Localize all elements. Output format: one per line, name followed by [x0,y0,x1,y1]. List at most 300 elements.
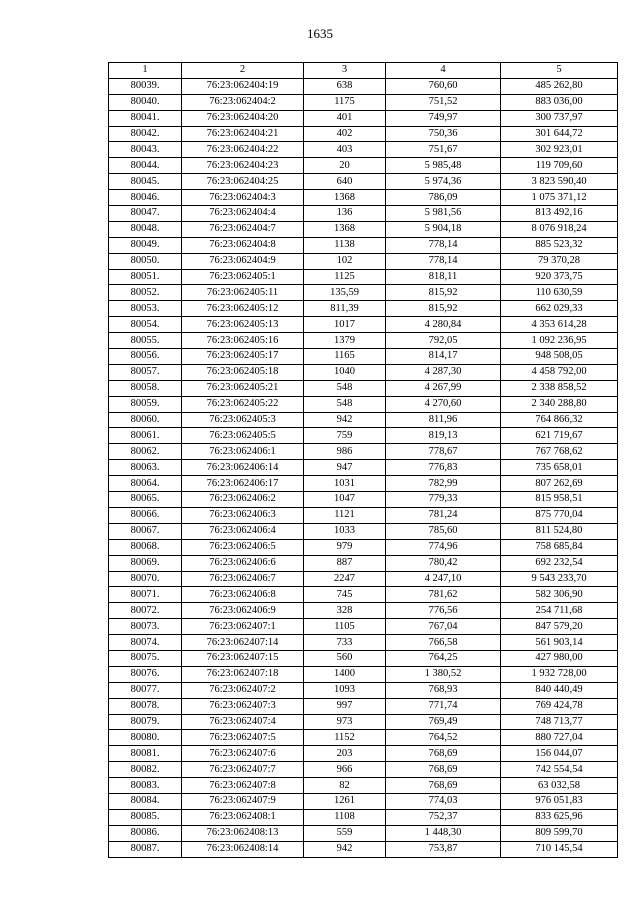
table-row [109,762,618,778]
cadastral-number-cell: 76:23:062408:13 [182,825,304,841]
row-number-cell: 80050. [109,253,182,269]
cadastral-number-cell: 76:23:062405:5 [182,428,304,444]
cadastral-value-cell: 769 424,78 [501,698,618,714]
area-cell: 401 [304,110,386,126]
table-row [109,126,618,142]
cadastral-number-cell: 76:23:062405:17 [182,349,304,365]
row-number-cell: 80059. [109,396,182,412]
table-row [109,317,618,333]
cadastral-value-cell: 8 076 918,24 [501,221,618,237]
cadastral-number-cell: 76:23:062406:1 [182,444,304,460]
area-cell: 942 [304,841,386,857]
row-number-cell: 80087. [109,841,182,857]
specific-value-cell: 780,42 [386,555,501,571]
table-row [109,714,618,730]
area-cell: 328 [304,603,386,619]
cadastral-number-cell: 76:23:062407:18 [182,666,304,682]
cadastral-number-cell: 76:23:062408:14 [182,841,304,857]
cadastral-value-cell: 976 051,83 [501,793,618,809]
cadastral-value-cell: 742 554,54 [501,762,618,778]
cadastral-value-cell: 920 373,75 [501,269,618,285]
area-cell: 1108 [304,809,386,825]
cadastral-number-cell: 76:23:062404:9 [182,253,304,269]
row-number-cell: 80057. [109,364,182,380]
specific-value-cell: 5 985,48 [386,158,501,174]
cadastral-number-cell: 76:23:062404:23 [182,158,304,174]
cadastral-number-cell: 76:23:062406:6 [182,555,304,571]
table-row [109,841,618,857]
cadastral-value-cell: 79 370,28 [501,253,618,269]
row-number-cell: 80058. [109,380,182,396]
area-cell: 887 [304,555,386,571]
cadastral-number-cell: 76:23:062404:22 [182,142,304,158]
cadastral-number-cell: 76:23:062406:2 [182,492,304,508]
row-number-cell: 80044. [109,158,182,174]
area-cell: 942 [304,412,386,428]
cadastral-number-cell: 76:23:062406:3 [182,507,304,523]
cadastral-value-cell: 847 579,20 [501,619,618,635]
row-number-cell: 80082. [109,762,182,778]
cadastral-value-cell: 119 709,60 [501,158,618,174]
table-row [109,253,618,269]
cadastral-number-cell: 76:23:062406:8 [182,587,304,603]
specific-value-cell: 753,87 [386,841,501,857]
table-row [109,396,618,412]
table-row [109,507,618,523]
table-row [109,635,618,651]
table-row [109,825,618,841]
specific-value-cell: 5 974,36 [386,174,501,190]
specific-value-cell: 767,04 [386,619,501,635]
table-row [109,587,618,603]
cadastral-value-cell: 692 232,54 [501,555,618,571]
table-row [109,555,618,571]
specific-value-cell: 752,37 [386,809,501,825]
cadastral-number-cell: 76:23:062404:4 [182,206,304,222]
area-cell: 1033 [304,523,386,539]
area-cell: 733 [304,635,386,651]
table-row [109,730,618,746]
specific-value-cell: 5 981,56 [386,206,501,222]
cadastral-value-cell: 813 492,16 [501,206,618,222]
table-row [109,603,618,619]
specific-value-cell: 776,56 [386,603,501,619]
row-number-cell: 80048. [109,221,182,237]
specific-value-cell: 778,67 [386,444,501,460]
area-cell: 1368 [304,190,386,206]
specific-value-cell: 4 267,99 [386,380,501,396]
cadastral-value-cell: 875 770,04 [501,507,618,523]
area-cell: 1152 [304,730,386,746]
table-row [109,428,618,444]
row-number-cell: 80047. [109,206,182,222]
area-cell: 102 [304,253,386,269]
area-cell: 1031 [304,476,386,492]
specific-value-cell: 768,69 [386,778,501,794]
cadastral-number-cell: 76:23:062407:5 [182,730,304,746]
cadastral-number-cell: 76:23:062407:4 [182,714,304,730]
cadastral-value-cell: 1 092 236,95 [501,333,618,349]
column-header: 3 [304,63,386,79]
area-cell: 811,39 [304,301,386,317]
specific-value-cell: 4 270,60 [386,396,501,412]
area-cell: 548 [304,396,386,412]
cadastral-value-cell: 156 044,07 [501,746,618,762]
table-row [109,158,618,174]
row-number-cell: 80063. [109,460,182,476]
cadastral-number-cell: 76:23:062406:14 [182,460,304,476]
area-cell: 1261 [304,793,386,809]
cadastral-value-cell: 840 440,49 [501,682,618,698]
specific-value-cell: 768,93 [386,682,501,698]
specific-value-cell: 782,99 [386,476,501,492]
area-cell: 402 [304,126,386,142]
area-cell: 1125 [304,269,386,285]
row-number-cell: 80054. [109,317,182,333]
cadastral-value-cell: 9 543 233,70 [501,571,618,587]
area-cell: 1400 [304,666,386,682]
area-cell: 1093 [304,682,386,698]
area-cell: 1368 [304,221,386,237]
cadastral-number-cell: 76:23:062406:9 [182,603,304,619]
row-number-cell: 80074. [109,635,182,651]
specific-value-cell: 811,96 [386,412,501,428]
cadastral-value-cell: 748 713,77 [501,714,618,730]
cadastral-number-cell: 76:23:062404:3 [182,190,304,206]
row-number-cell: 80051. [109,269,182,285]
cadastral-value-cell: 3 823 590,40 [501,174,618,190]
area-cell: 1138 [304,237,386,253]
cadastral-number-cell: 76:23:062405:16 [182,333,304,349]
area-cell: 759 [304,428,386,444]
cadastral-value-cell: 427 980,00 [501,650,618,666]
cadastral-value-cell: 2 340 288,80 [501,396,618,412]
table-row [109,174,618,190]
table-row [109,523,618,539]
row-number-cell: 80077. [109,682,182,698]
cadastral-number-cell: 76:23:062407:1 [182,619,304,635]
row-number-cell: 80049. [109,237,182,253]
cadastral-number-cell: 76:23:062407:15 [182,650,304,666]
table-row [109,190,618,206]
row-number-cell: 80065. [109,492,182,508]
table-header-row [109,63,618,79]
area-cell: 947 [304,460,386,476]
cadastral-value-cell: 662 029,33 [501,301,618,317]
table-row [109,619,618,635]
row-number-cell: 80061. [109,428,182,444]
specific-value-cell: 779,33 [386,492,501,508]
row-number-cell: 80040. [109,94,182,110]
specific-value-cell: 1 448,30 [386,825,501,841]
cadastral-value-cell: 300 737,97 [501,110,618,126]
area-cell: 973 [304,714,386,730]
row-number-cell: 80039. [109,78,182,94]
table-row [109,78,618,94]
table-row [109,110,618,126]
column-header: 1 [109,63,182,79]
specific-value-cell: 786,09 [386,190,501,206]
table-row [109,221,618,237]
specific-value-cell: 764,52 [386,730,501,746]
row-number-cell: 80060. [109,412,182,428]
table-row [109,539,618,555]
table-row [109,349,618,365]
table-body [109,63,618,858]
cadastral-value-cell: 301 644,72 [501,126,618,142]
specific-value-cell: 815,92 [386,285,501,301]
row-number-cell: 80084. [109,793,182,809]
cadastral-number-cell: 76:23:062405:21 [182,380,304,396]
row-number-cell: 80086. [109,825,182,841]
specific-value-cell: 5 904,18 [386,221,501,237]
cadastral-value-cell: 63 032,58 [501,778,618,794]
specific-value-cell: 774,96 [386,539,501,555]
row-number-cell: 80075. [109,650,182,666]
row-number-cell: 80042. [109,126,182,142]
table-row [109,333,618,349]
cadastral-number-cell: 76:23:062405:18 [182,364,304,380]
area-cell: 203 [304,746,386,762]
cadastral-number-cell: 76:23:062406:5 [182,539,304,555]
cadastral-value-cell: 302 923,01 [501,142,618,158]
table-row [109,476,618,492]
specific-value-cell: 750,36 [386,126,501,142]
column-header: 2 [182,63,304,79]
table-row [109,682,618,698]
specific-value-cell: 792,05 [386,333,501,349]
cadastral-number-cell: 76:23:062404:8 [182,237,304,253]
table-row [109,269,618,285]
area-cell: 1017 [304,317,386,333]
specific-value-cell: 751,52 [386,94,501,110]
specific-value-cell: 776,83 [386,460,501,476]
cadastral-value-cell: 948 508,05 [501,349,618,365]
cadastral-value-cell: 735 658,01 [501,460,618,476]
area-cell: 986 [304,444,386,460]
specific-value-cell: 785,60 [386,523,501,539]
cadastral-value-cell: 1 932 728,00 [501,666,618,682]
table-row [109,301,618,317]
cadastral-value-cell: 582 306,90 [501,587,618,603]
table-row [109,237,618,253]
row-number-cell: 80073. [109,619,182,635]
row-number-cell: 80078. [109,698,182,714]
specific-value-cell: 760,60 [386,78,501,94]
row-number-cell: 80080. [109,730,182,746]
area-cell: 745 [304,587,386,603]
cadastral-number-cell: 76:23:062404:7 [182,221,304,237]
area-cell: 1121 [304,507,386,523]
area-cell: 403 [304,142,386,158]
row-number-cell: 80079. [109,714,182,730]
row-number-cell: 80085. [109,809,182,825]
row-number-cell: 80062. [109,444,182,460]
area-cell: 997 [304,698,386,714]
registry-table [108,62,618,858]
row-number-cell: 80081. [109,746,182,762]
row-number-cell: 80069. [109,555,182,571]
table-row [109,142,618,158]
cadastral-number-cell: 76:23:062407:6 [182,746,304,762]
area-cell: 1047 [304,492,386,508]
specific-value-cell: 814,17 [386,349,501,365]
table-row [109,206,618,222]
cadastral-value-cell: 764 866,32 [501,412,618,428]
row-number-cell: 80053. [109,301,182,317]
row-number-cell: 80041. [109,110,182,126]
row-number-cell: 80068. [109,539,182,555]
cadastral-number-cell: 76:23:062404:2 [182,94,304,110]
cadastral-value-cell: 833 625,96 [501,809,618,825]
specific-value-cell: 819,13 [386,428,501,444]
area-cell: 2247 [304,571,386,587]
cadastral-value-cell: 1 075 371,12 [501,190,618,206]
table-row [109,793,618,809]
row-number-cell: 80043. [109,142,182,158]
row-number-cell: 80067. [109,523,182,539]
cadastral-value-cell: 4 458 792,00 [501,364,618,380]
cadastral-value-cell: 815 958,51 [501,492,618,508]
area-cell: 1175 [304,94,386,110]
page-number: 1635 [307,26,333,41]
cadastral-value-cell: 110 630,59 [501,285,618,301]
specific-value-cell: 771,74 [386,698,501,714]
cadastral-number-cell: 76:23:062407:3 [182,698,304,714]
area-cell: 1040 [304,364,386,380]
table-row [109,746,618,762]
cadastral-value-cell: 885 523,32 [501,237,618,253]
cadastral-value-cell: 807 262,69 [501,476,618,492]
specific-value-cell: 781,62 [386,587,501,603]
cadastral-number-cell: 76:23:062407:9 [182,793,304,809]
area-cell: 966 [304,762,386,778]
cadastral-value-cell: 883 036,00 [501,94,618,110]
cadastral-value-cell: 710 145,54 [501,841,618,857]
area-cell: 1105 [304,619,386,635]
cadastral-value-cell: 485 262,80 [501,78,618,94]
area-cell: 979 [304,539,386,555]
row-number-cell: 80066. [109,507,182,523]
area-cell: 638 [304,78,386,94]
cadastral-number-cell: 76:23:062407:2 [182,682,304,698]
cadastral-number-cell: 76:23:062405:13 [182,317,304,333]
row-number-cell: 80076. [109,666,182,682]
cadastral-number-cell: 76:23:062406:4 [182,523,304,539]
specific-value-cell: 818,11 [386,269,501,285]
table-row [109,492,618,508]
cadastral-value-cell: 811 524,80 [501,523,618,539]
specific-value-cell: 769,49 [386,714,501,730]
cadastral-number-cell: 76:23:062405:3 [182,412,304,428]
specific-value-cell: 815,92 [386,301,501,317]
specific-value-cell: 1 380,52 [386,666,501,682]
specific-value-cell: 778,14 [386,253,501,269]
table-row [109,571,618,587]
cadastral-value-cell: 561 903,14 [501,635,618,651]
area-cell: 20 [304,158,386,174]
specific-value-cell: 774,03 [386,793,501,809]
area-cell: 1379 [304,333,386,349]
column-header: 4 [386,63,501,79]
column-header: 5 [501,63,618,79]
cadastral-value-cell: 254 711,68 [501,603,618,619]
cadastral-number-cell: 76:23:062404:21 [182,126,304,142]
area-cell: 82 [304,778,386,794]
row-number-cell: 80055. [109,333,182,349]
cadastral-value-cell: 4 353 614,28 [501,317,618,333]
cadastral-number-cell: 76:23:062405:11 [182,285,304,301]
specific-value-cell: 749,97 [386,110,501,126]
cadastral-number-cell: 76:23:062406:17 [182,476,304,492]
cadastral-number-cell: 76:23:062407:14 [182,635,304,651]
row-number-cell: 80083. [109,778,182,794]
area-cell: 548 [304,380,386,396]
cadastral-value-cell: 767 768,62 [501,444,618,460]
cadastral-number-cell: 76:23:062404:20 [182,110,304,126]
cadastral-value-cell: 758 685,84 [501,539,618,555]
specific-value-cell: 4 287,30 [386,364,501,380]
cadastral-number-cell: 76:23:062405:1 [182,269,304,285]
row-number-cell: 80064. [109,476,182,492]
area-cell: 1165 [304,349,386,365]
table-row [109,698,618,714]
table-row [109,364,618,380]
cadastral-number-cell: 76:23:062404:25 [182,174,304,190]
cadastral-value-cell: 809 599,70 [501,825,618,841]
specific-value-cell: 4 247,10 [386,571,501,587]
row-number-cell: 80046. [109,190,182,206]
cadastral-number-cell: 76:23:062407:7 [182,762,304,778]
area-cell: 640 [304,174,386,190]
table-row [109,412,618,428]
table-row [109,444,618,460]
row-number-cell: 80072. [109,603,182,619]
cadastral-value-cell: 880 727,04 [501,730,618,746]
table-row [109,778,618,794]
cadastral-value-cell: 621 719,67 [501,428,618,444]
cadastral-value-cell: 2 338 858,52 [501,380,618,396]
cadastral-number-cell: 76:23:062408:1 [182,809,304,825]
table-row [109,94,618,110]
area-cell: 560 [304,650,386,666]
area-cell: 135,59 [304,285,386,301]
cadastral-number-cell: 76:23:062407:8 [182,778,304,794]
specific-value-cell: 768,69 [386,762,501,778]
area-cell: 136 [304,206,386,222]
table-row [109,666,618,682]
specific-value-cell: 751,67 [386,142,501,158]
cadastral-number-cell: 76:23:062406:7 [182,571,304,587]
specific-value-cell: 766,58 [386,635,501,651]
specific-value-cell: 4 280,84 [386,317,501,333]
row-number-cell: 80045. [109,174,182,190]
cadastral-number-cell: 76:23:062405:12 [182,301,304,317]
area-cell: 559 [304,825,386,841]
cadastral-number-cell: 76:23:062405:22 [182,396,304,412]
table-row [109,460,618,476]
row-number-cell: 80071. [109,587,182,603]
table-row [109,285,618,301]
row-number-cell: 80056. [109,349,182,365]
row-number-cell: 80052. [109,285,182,301]
table-row [109,650,618,666]
table-row [109,809,618,825]
specific-value-cell: 768,69 [386,746,501,762]
table-row [109,380,618,396]
specific-value-cell: 781,24 [386,507,501,523]
specific-value-cell: 778,14 [386,237,501,253]
